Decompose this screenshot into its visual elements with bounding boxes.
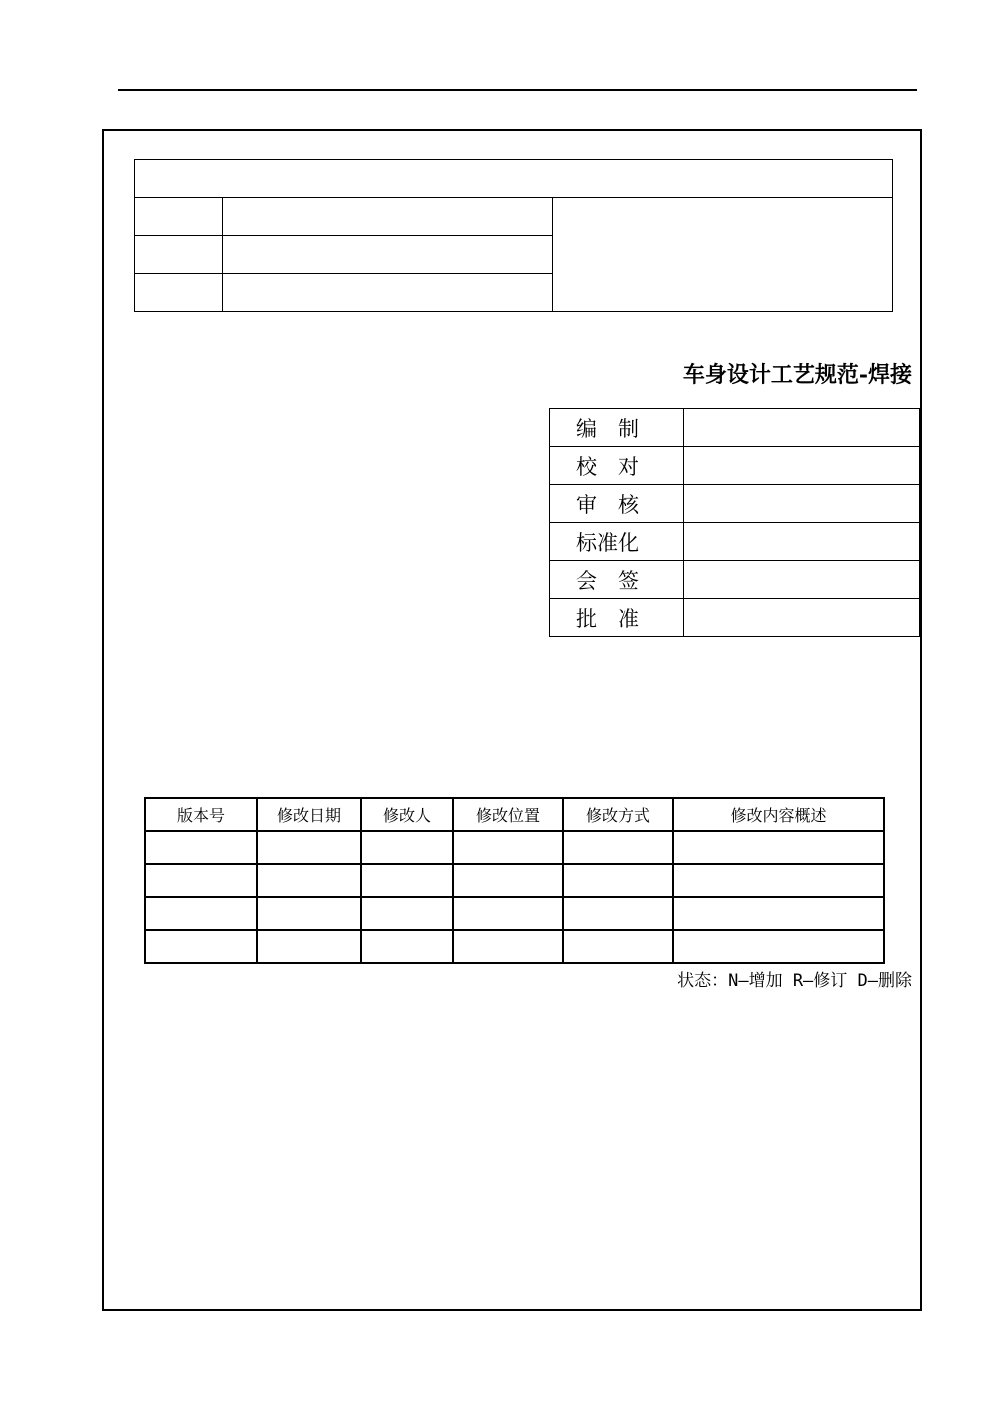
revision-row [145, 831, 884, 864]
approval-label: 编 制 [550, 409, 684, 447]
revision-cell[interactable] [361, 864, 453, 897]
revision-cell[interactable] [673, 897, 884, 930]
revision-cell[interactable] [453, 930, 563, 963]
approval-row [550, 447, 920, 485]
revision-cell[interactable] [453, 864, 563, 897]
info-cell [223, 274, 553, 312]
approval-value[interactable] [684, 447, 920, 485]
approval-value[interactable] [684, 599, 920, 637]
revision-cell[interactable] [673, 864, 884, 897]
revision-cell[interactable] [145, 831, 257, 864]
revision-header-date: 修改日期 [257, 798, 361, 831]
revision-cell[interactable] [145, 897, 257, 930]
info-cell [223, 198, 553, 236]
revision-cell[interactable] [145, 930, 257, 963]
revision-cell[interactable] [361, 897, 453, 930]
revision-cell[interactable] [673, 930, 884, 963]
info-cell [135, 198, 223, 236]
revision-header-location: 修改位置 [453, 798, 563, 831]
info-right-cell [553, 198, 893, 312]
revision-cell[interactable] [257, 897, 361, 930]
revision-cell[interactable] [145, 864, 257, 897]
approval-row [550, 561, 920, 599]
approval-row [550, 409, 920, 447]
revision-row [145, 897, 884, 930]
revision-cell[interactable] [563, 930, 673, 963]
approval-label: 校 对 [550, 447, 684, 485]
revision-row [145, 930, 884, 963]
approval-label: 标准化 [550, 523, 684, 561]
revision-cell[interactable] [563, 831, 673, 864]
approval-table [549, 408, 920, 637]
document-title: 车身设计工艺规范-焊接 [682, 362, 912, 388]
approval-value[interactable] [684, 409, 920, 447]
revision-cell[interactable] [361, 831, 453, 864]
status-legend: 状态：N—增加 R—修订 D—删除 [677, 971, 912, 991]
revision-header-summary: 修改内容概述 [673, 798, 884, 831]
revision-table [144, 797, 885, 964]
info-cell [135, 274, 223, 312]
revision-cell[interactable] [257, 930, 361, 963]
approval-label: 审 核 [550, 485, 684, 523]
revision-cell[interactable] [257, 831, 361, 864]
revision-cell[interactable] [361, 930, 453, 963]
header-rule [118, 89, 917, 91]
revision-cell[interactable] [453, 831, 563, 864]
revision-cell[interactable] [453, 897, 563, 930]
revision-header-author: 修改人 [361, 798, 453, 831]
revision-cell[interactable] [673, 831, 884, 864]
revision-header-method: 修改方式 [563, 798, 673, 831]
approval-row [550, 523, 920, 561]
revision-cell[interactable] [563, 864, 673, 897]
info-cell [135, 236, 223, 274]
document-info-table [134, 159, 893, 312]
info-cell [223, 236, 553, 274]
revision-cell[interactable] [563, 897, 673, 930]
revision-cell[interactable] [257, 864, 361, 897]
approval-label: 批 准 [550, 599, 684, 637]
approval-value[interactable] [684, 561, 920, 599]
approval-value[interactable] [684, 485, 920, 523]
approval-row [550, 485, 920, 523]
revision-row [145, 864, 884, 897]
revision-header-row [145, 798, 884, 831]
approval-row [550, 599, 920, 637]
revision-header-version: 版本号 [145, 798, 257, 831]
approval-label: 会 签 [550, 561, 684, 599]
approval-value[interactable] [684, 523, 920, 561]
info-header-cell [135, 160, 893, 198]
